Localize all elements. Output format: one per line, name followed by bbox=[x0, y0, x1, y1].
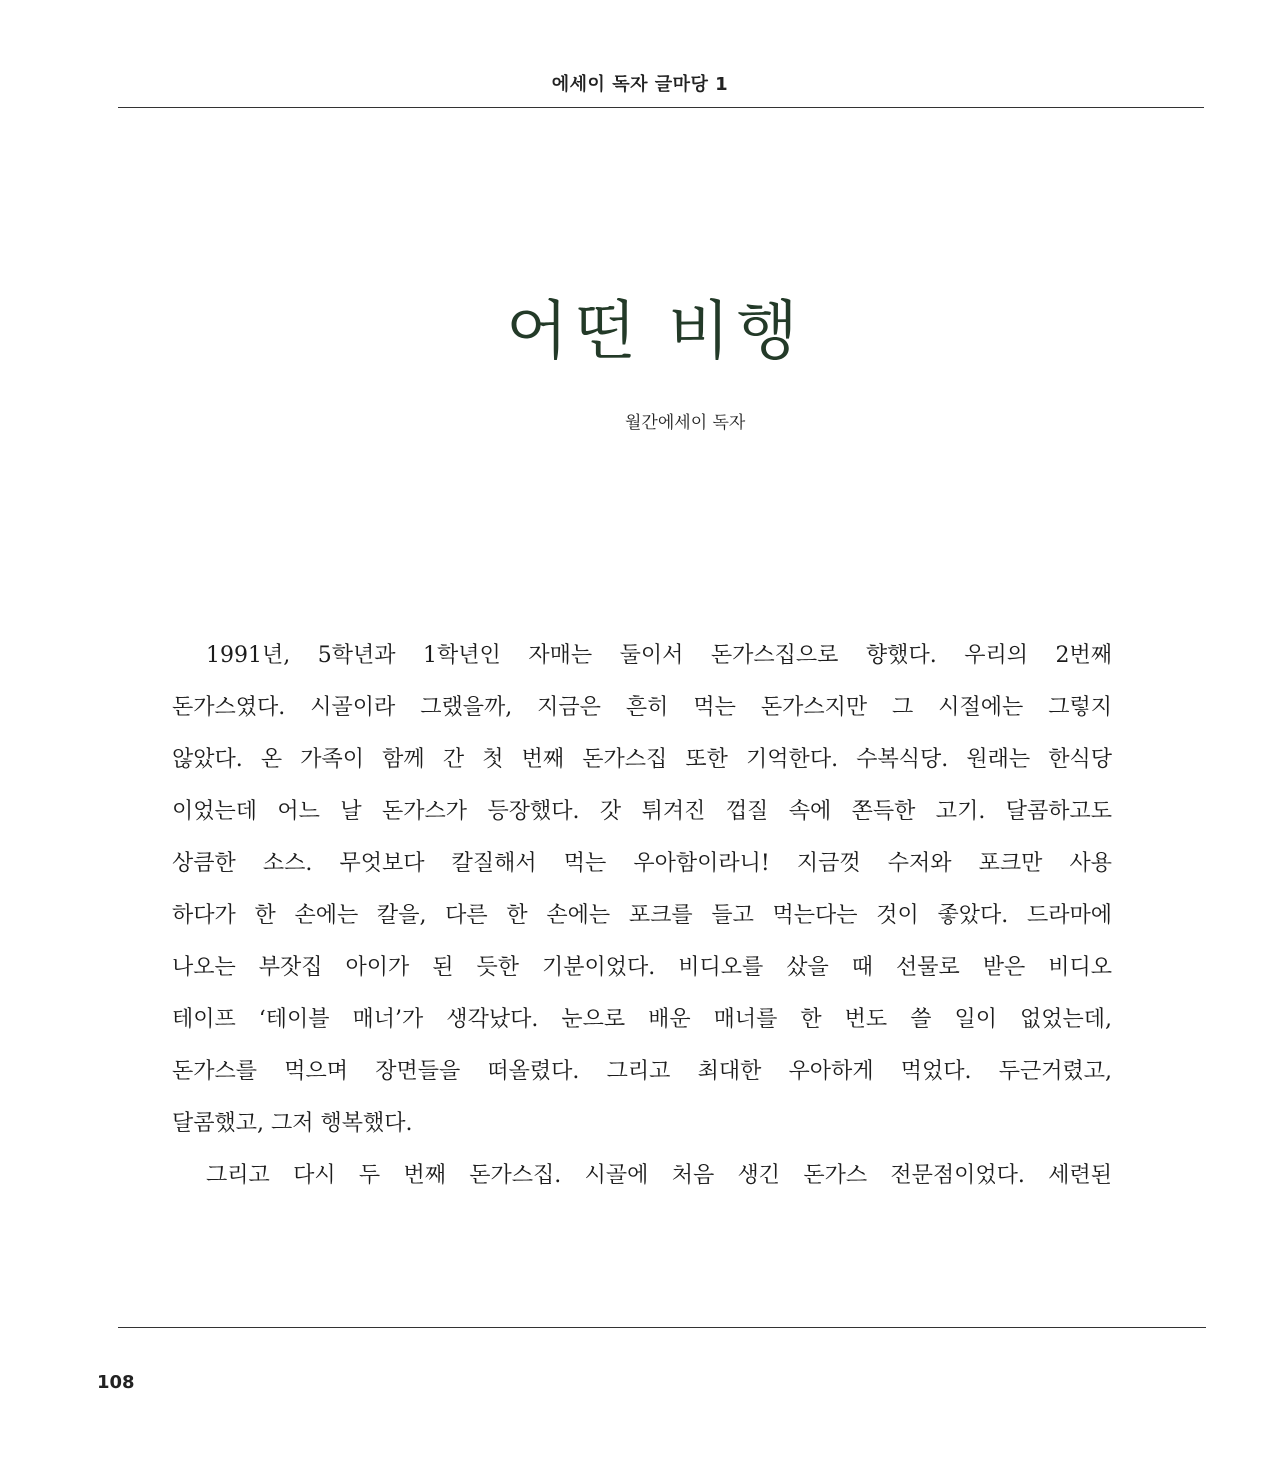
body-line: 이었는데 어느 날 돈가스가 등장했다. 갓 튀겨진 껍질 속에 쫀득한 고기. 달콤하고도 bbox=[172, 799, 1112, 824]
body-line: 않았다. 온 가족이 함께 간 첫 번째 돈가스집 또한 기억한다. 수복식당. 원래는 한식당 bbox=[172, 747, 1112, 772]
body-line: 1991년, 5학년과 1학년인 자매는 둘이서 돈가스집으로 향했다. 우리의 2번째 bbox=[206, 643, 1112, 668]
body-line: 돈가스였다. 시골이라 그랬을까, 지금은 흔히 먹는 돈가스지만 그 시절에는 그렇지 bbox=[172, 695, 1112, 720]
body-line: 달콤했고, 그저 행복했다. bbox=[172, 1111, 413, 1136]
footer-rule bbox=[118, 1327, 1206, 1328]
article-byline: 월간에세이 독자 bbox=[625, 413, 746, 433]
header-rule bbox=[118, 107, 1204, 108]
article-title: 어떤 비행 bbox=[506, 295, 804, 369]
body-line: 돈가스를 먹으며 장면들을 떠올렸다. 그리고 최대한 우아하게 먹었다. 두근거렸고, bbox=[172, 1059, 1112, 1084]
body-line: 그리고 다시 두 번째 돈가스집. 시골에 처음 생긴 돈가스 전문점이었다. 세련된 bbox=[206, 1163, 1112, 1188]
body-line: 상큼한 소스. 무엇보다 칼질해서 먹는 우아함이라니! 지금껏 수저와 포크만 사용 bbox=[172, 851, 1112, 876]
body-line: 테이프 ‘테이블 매너’가 생각났다. 눈으로 배운 매너를 한 번도 쓸 일이 없었는데, bbox=[172, 1007, 1112, 1032]
running-header: 에세이 독자 글마당 1 bbox=[551, 74, 729, 95]
body-line: 하다가 한 손에는 칼을, 다른 한 손에는 포크를 들고 먹는다는 것이 좋았다. 드라마에 bbox=[172, 903, 1112, 928]
article-body bbox=[172, 630, 1112, 1202]
page-number: 108 bbox=[97, 1372, 135, 1393]
body-line: 나오는 부잣집 아이가 된 듯한 기분이었다. 비디오를 샀을 때 선물로 받은 비디오 bbox=[172, 955, 1112, 980]
